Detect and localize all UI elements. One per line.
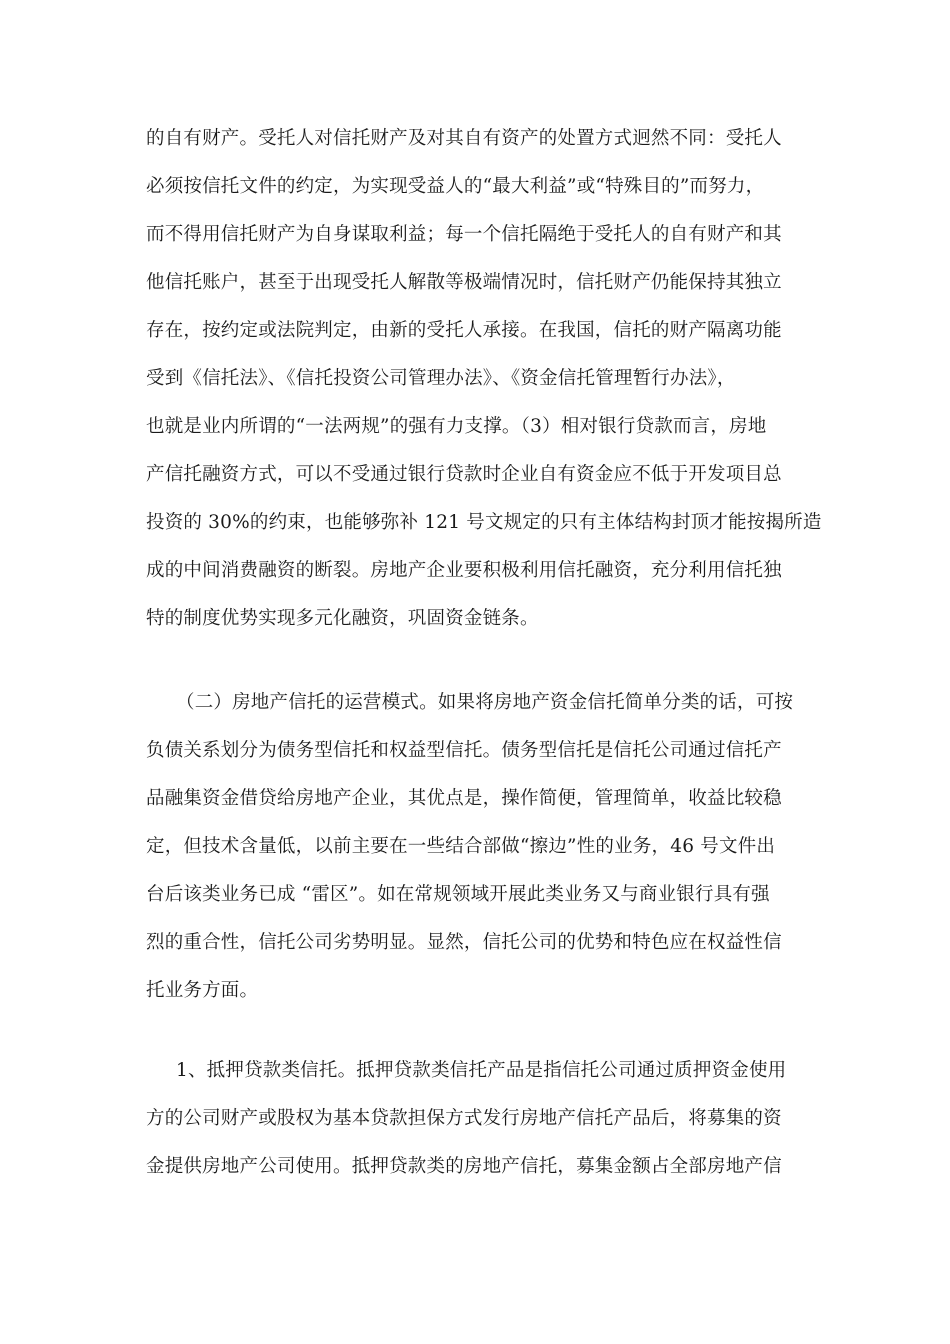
text-line: 他信托账户，甚至于出现受托人解散等极端情况时，信托财产仍能保持其独立 [146,272,782,293]
text-line: 受到《信托法》、《信托投资公司管理办法》、《资金信托管理暂行办法》， [146,368,736,389]
text-line: 而不得用信托财产为自身谋取利益；每一个信托隔绝于受托人的自有财产和其 [146,224,782,245]
text-line: 品融集资金借贷给房地产企业，其优点是，操作简便，管理简单，收益比较稳 [146,788,782,809]
text-line: 投资的 30%的约束，也能够弥补 121 号文规定的只有主体结构封顶才能按揭所造 [146,512,822,533]
text-line: 存在，按约定或法院判定，由新的受托人承接。在我国，信托的财产隔离功能 [146,320,782,341]
text-line: 托业务方面。 [146,980,259,1001]
paragraph-2 [146,679,806,1015]
paragraph-3 [146,1047,806,1191]
text-line: 金提供房地产公司使用。抵押贷款类的房地产信托，募集金额占全部房地产信 [146,1156,782,1177]
text-line: （二）房地产信托的运营模式。如果将房地产资金信托简单分类的话，可按 [176,692,794,713]
text-line: 必须按信托文件的约定，为实现受益人的“最大利益”或“特殊目的”而努力， [146,176,765,197]
text-line: 1、抵押贷款类信托。抵押贷款类信托产品是指信托公司通过质押资金使用 [176,1060,787,1081]
text-line: 产信托融资方式，可以不受通过银行贷款时企业自有资金应不低于开发项目总 [146,464,782,485]
text-line: 也就是业内所谓的“一法两规”的强有力支撑。（3）相对银行贷款而言，房地 [146,416,767,437]
text-line: 台后该类业务已成 “雷区”。如在常规领域开展此类业务又与商业银行具有强 [146,884,770,905]
text-line: 负债关系划分为债务型信托和权益型信托。债务型信托是信托公司通过信托产 [146,740,782,761]
text-line: 烈的重合性，信托公司劣势明显。显然，信托公司的优势和特色应在权益性信 [146,932,782,953]
text-line: 的自有财产。受托人对信托财产及对其自有资产的处置方式迥然不同：受托人 [146,128,782,149]
text-line: 特的制度优势实现多元化融资，巩固资金链条。 [146,608,539,629]
text-line: 定，但技术含量低，以前主要在一些结合部做“擦边”性的业务，46 号文件出 [146,836,776,857]
text-line: 方的公司财产或股权为基本贷款担保方式发行房地产信托产品后，将募集的资 [146,1108,782,1129]
text-line: 成的中间消费融资的断裂。房地产企业要积极利用信托融资，充分利用信托独 [146,560,782,581]
paragraph-1 [146,115,822,643]
